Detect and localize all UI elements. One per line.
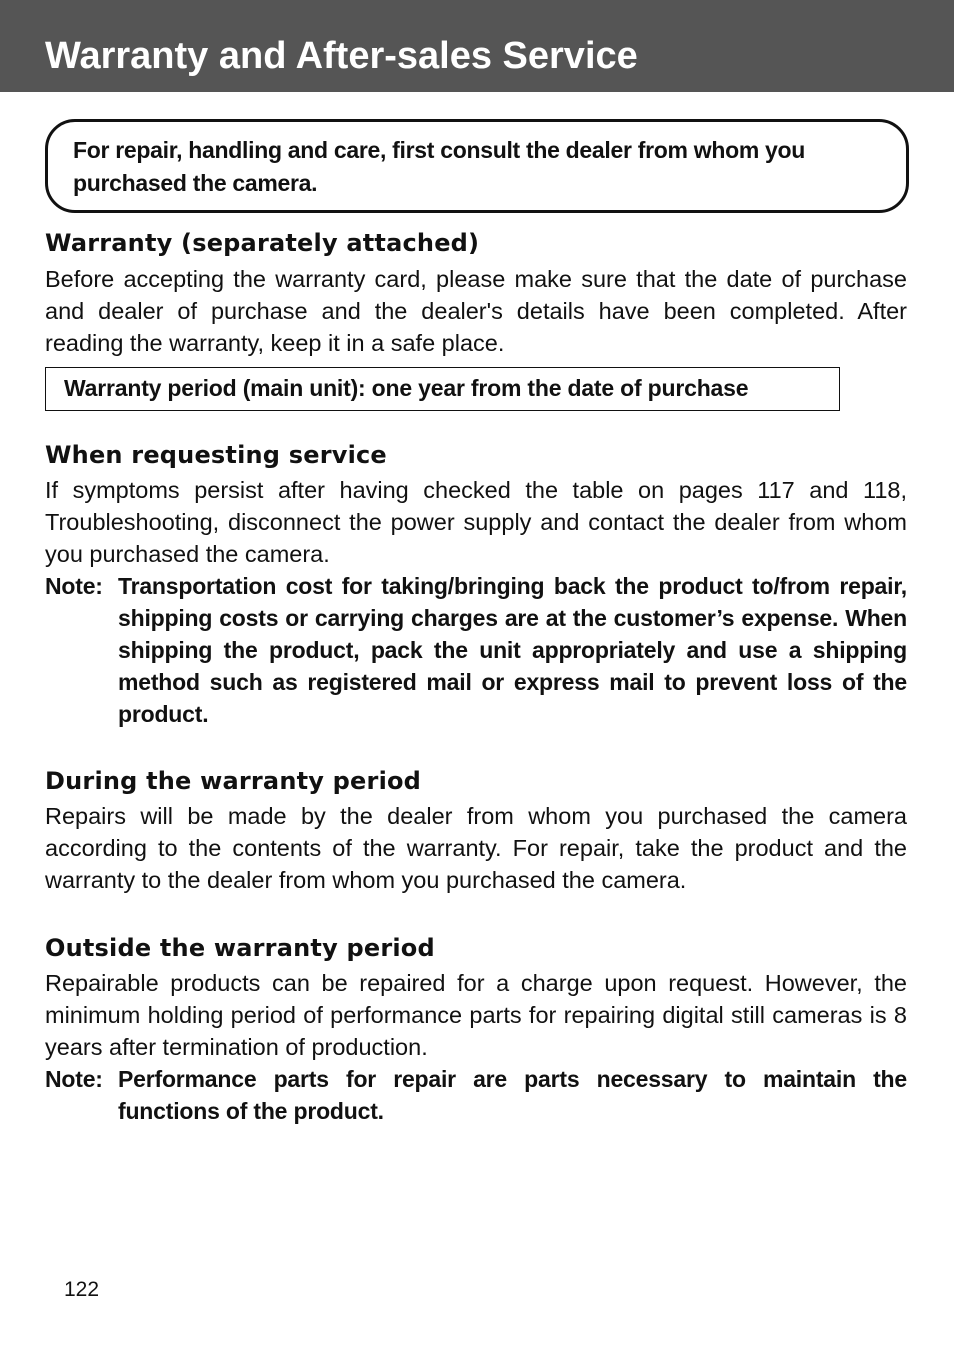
outside-warranty-body: Repairable products can be repaired for a charge upon request. However, the minimum holding period of performance parts for repairing digital still cameras is 8 years after termination of production. — [45, 970, 907, 1060]
heading-warranty: Warranty (separately attached) — [45, 229, 480, 257]
page-number: 122 — [64, 1278, 100, 1301]
callout-text: For repair, handling and care, first consult the dealer from whom you purchased the camera. — [73, 137, 806, 196]
during-warranty-body: Repairs will be made by the dealer from whom you purchased the camera according to the contents of the warranty. For repair, take the product and the warranty to the dealer from whom you purchased the camera. — [45, 803, 907, 893]
heading-requesting-service: When requesting service — [45, 441, 387, 469]
heading-outside-warranty: Outside the warranty period — [45, 934, 435, 962]
heading-during-warranty: During the warranty period — [45, 767, 422, 795]
page-title: Warranty and After-sales Service — [45, 35, 638, 77]
warranty-body: Before accepting the warranty card, please make sure that the date of purchase and dealer of purchase and the dealer's details have been completed. After reading the warranty, keep it in a safe place. — [45, 266, 907, 356]
note-label: Note: — [45, 573, 103, 599]
warranty-period-text: Warranty period (main unit): one year from the date of purchase — [64, 375, 749, 401]
note-text: Transportation cost for taking/bringing back the product to/from repair, shipping costs or carrying charges are at the customer’s expense. When shipping the product, pack the unit appropriately and use a shipping method such as registered mail or express mail to prevent loss of the product. — [118, 573, 907, 727]
consult-dealer-callout — [45, 119, 909, 213]
title-bar — [0, 0, 954, 92]
warranty-period-box — [45, 367, 840, 411]
performance-parts-note — [45, 1063, 907, 1127]
note-label: Note: — [45, 1066, 103, 1092]
transportation-note — [45, 570, 907, 730]
note-text: Performance parts for repair are parts necessary to maintain the functions of the product. — [118, 1066, 907, 1124]
requesting-service-body: If symptoms persist after having checked the table on pages 117 and 118, Troubleshooting, disconnect the power supply and contact the dealer from whom you purchased the camera. — [45, 477, 907, 567]
